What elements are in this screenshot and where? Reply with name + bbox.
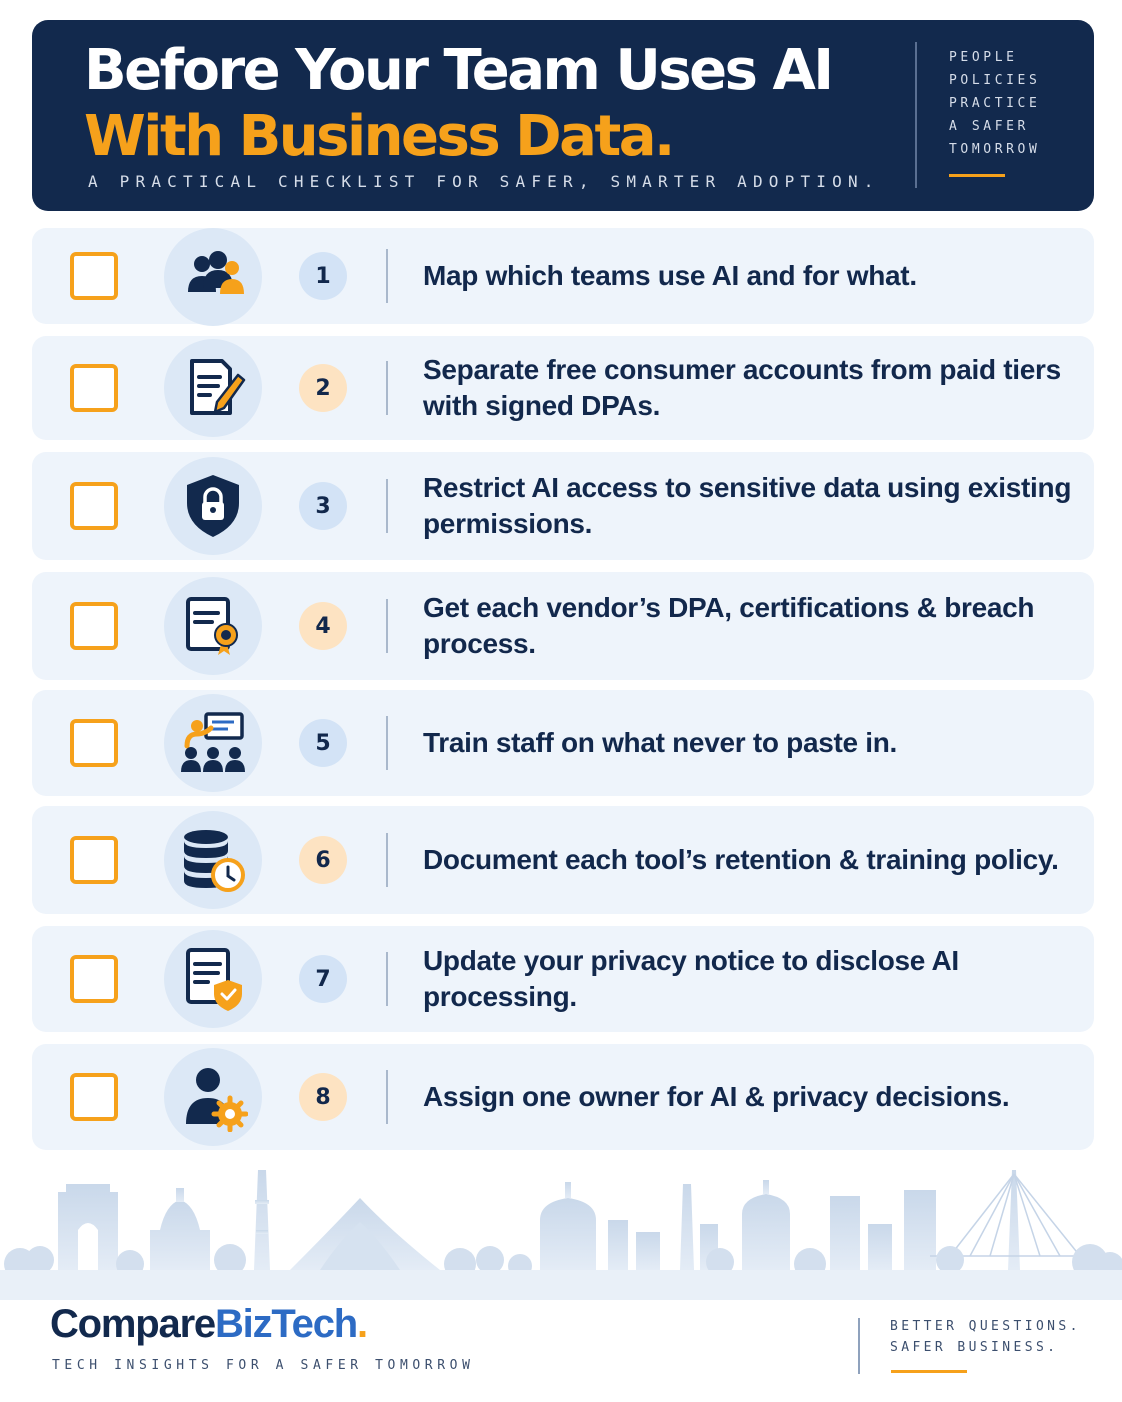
- checklist-item-8: [32, 1044, 1094, 1150]
- row-divider: [386, 833, 388, 887]
- step-number: 5: [299, 719, 347, 767]
- brand-logo-part2: BizTech: [214, 1302, 357, 1346]
- checklist-text: Update your privacy notice to disclose AI processing.: [423, 945, 959, 1012]
- header-tag: PEOPLE: [949, 50, 1018, 65]
- checkbox[interactable]: [70, 719, 118, 767]
- checklist-text: Train staff on what never to paste in.: [423, 727, 898, 758]
- document-shield-icon: [164, 930, 262, 1028]
- brand-logo-dot: .: [356, 1302, 367, 1346]
- footer-accent-line: [891, 1370, 967, 1373]
- footer-tag-list: [890, 1316, 1081, 1358]
- step-number: 4: [299, 602, 347, 650]
- brand-logo-part1: Compare: [50, 1302, 215, 1346]
- row-divider: [386, 952, 388, 1006]
- checkbox[interactable]: [70, 364, 118, 412]
- step-number: 1: [299, 252, 347, 300]
- shield-lock-icon: [164, 457, 262, 555]
- row-divider: [386, 1070, 388, 1124]
- header-tag-list: [949, 46, 1040, 161]
- page-title-line1: Before Your Team Uses AI: [84, 38, 832, 103]
- checkbox[interactable]: [70, 252, 118, 300]
- checkbox[interactable]: [70, 836, 118, 884]
- document-edit-icon: [164, 339, 262, 437]
- step-number: 3: [299, 482, 347, 530]
- checklist-item-4: [32, 572, 1094, 680]
- header-accent-line: [949, 174, 1005, 177]
- step-number: 2: [299, 364, 347, 412]
- team-icon: [164, 228, 262, 326]
- brand-tagline: TECH INSIGHTS FOR A SAFER TOMORROW: [52, 1358, 475, 1373]
- row-divider: [386, 249, 388, 303]
- city-skyline-illustration: [0, 1160, 1122, 1300]
- checklist-text: Assign one owner for AI & privacy decisions.: [423, 1081, 1010, 1112]
- checkbox[interactable]: [70, 602, 118, 650]
- user-gear-icon: [164, 1048, 262, 1146]
- header-tag: TOMORROW: [949, 142, 1041, 157]
- checklist-item-6: [32, 806, 1094, 914]
- row-divider: [386, 716, 388, 770]
- checklist-text: Separate free consumer accounts from paid tiers with signed DPAs.: [423, 354, 1061, 421]
- checklist-text: Map which teams use AI and for what.: [423, 260, 917, 291]
- header-banner: [32, 20, 1094, 211]
- checkbox[interactable]: [70, 482, 118, 530]
- page-title-line2: With Business Data.: [84, 104, 673, 169]
- header-tag: POLICIES: [949, 73, 1041, 88]
- header-divider: [915, 42, 917, 188]
- footer-tag: SAFER BUSINESS.: [890, 1340, 1059, 1355]
- checkbox[interactable]: [70, 1073, 118, 1121]
- checklist-item-2: [32, 336, 1094, 440]
- checkbox[interactable]: [70, 955, 118, 1003]
- footer-tag: BETTER QUESTIONS.: [890, 1319, 1081, 1334]
- checklist-text: Document each tool’s retention & training policy.: [423, 844, 1059, 875]
- step-number: 7: [299, 955, 347, 1003]
- footer-divider: [858, 1318, 860, 1374]
- training-icon: [164, 694, 262, 792]
- checklist-item-1: [32, 228, 1094, 324]
- step-number: 6: [299, 836, 347, 884]
- row-divider: [386, 479, 388, 533]
- database-clock-icon: [164, 811, 262, 909]
- header-tag: A SAFER: [949, 119, 1029, 134]
- brand-logo: [50, 1302, 367, 1347]
- checklist-item-5: [32, 690, 1094, 796]
- step-number: 8: [299, 1073, 347, 1121]
- certificate-icon: [164, 577, 262, 675]
- row-divider: [386, 361, 388, 415]
- checklist-item-3: [32, 452, 1094, 560]
- checklist-text: Get each vendor’s DPA, certifications & breach process.: [423, 592, 1035, 659]
- checklist-text: Restrict AI access to sensitive data using existing permissions.: [423, 472, 1072, 539]
- header-tag: PRACTICE: [949, 96, 1041, 111]
- checklist-item-7: [32, 926, 1094, 1032]
- page-subtitle: A PRACTICAL CHECKLIST FOR SAFER, SMARTER ADOPTION.: [88, 172, 880, 191]
- row-divider: [386, 599, 388, 653]
